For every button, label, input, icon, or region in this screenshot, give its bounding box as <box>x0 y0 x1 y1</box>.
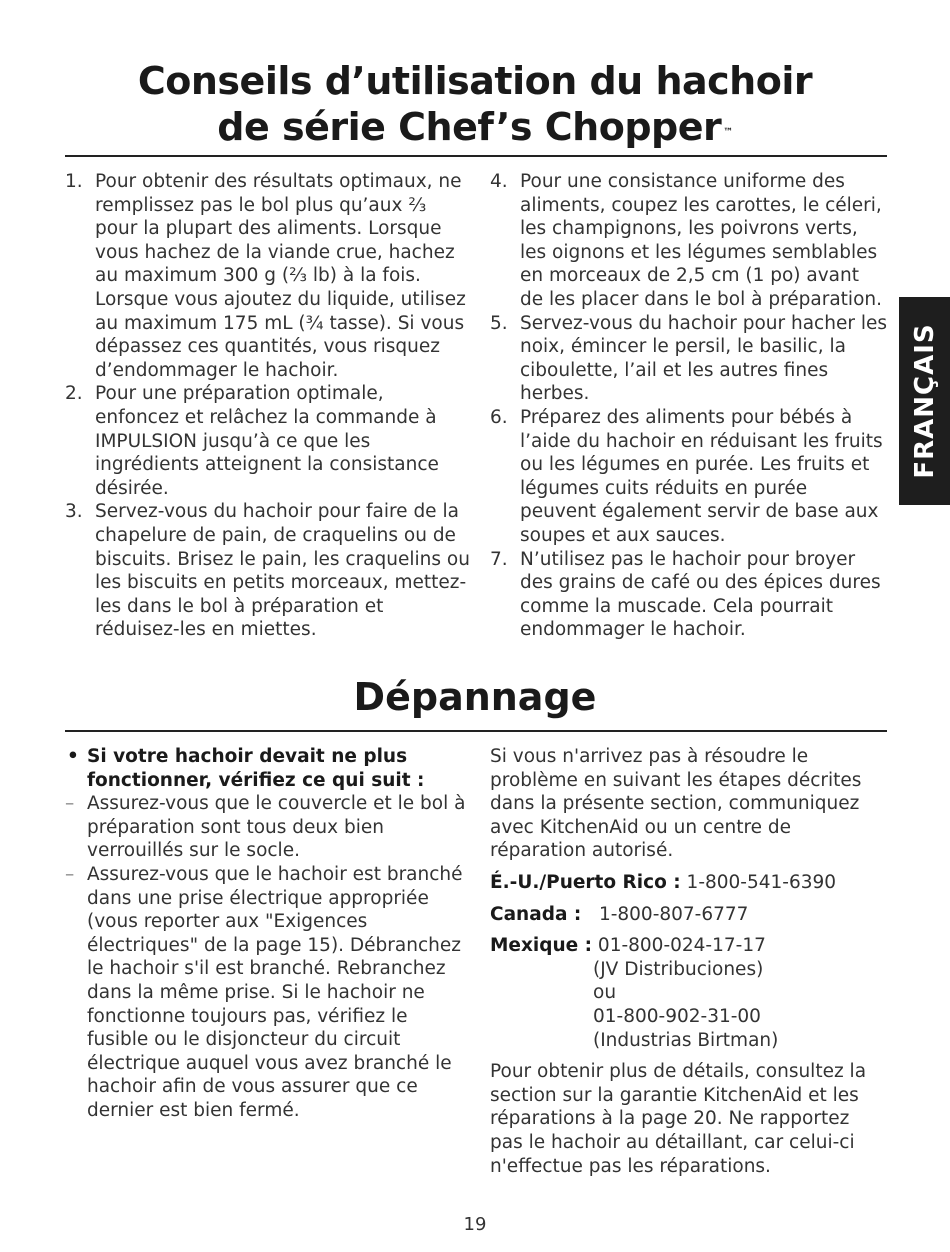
title-line-2-text: de série Chef’s Chopper <box>217 105 722 149</box>
troubleshooting-heading: Dépannage <box>353 675 597 719</box>
title-line-2 <box>0 104 950 150</box>
contact-intro: Si vous n'arrivez pas à résoudre le problème en suivant les étapes décrites dans la présente section, communiquez avec KitchenAid ou un centre de réparation autorisé. <box>490 746 862 862</box>
tip-text: N’utilisez pas le hachoir pour broyer des grains de café ou des épices dures comme la muscade. Cela pourrait endommager le hachoir. <box>520 548 881 641</box>
mexico-label: Mexique : <box>490 935 593 957</box>
mexico-phone-2: 01-800-902-31-00 <box>593 1005 761 1027</box>
check-item <box>65 863 470 1123</box>
tip-item <box>65 170 470 382</box>
tip-item <box>490 406 887 548</box>
tip-number: 6. <box>490 406 508 428</box>
tips-list-left <box>65 170 470 642</box>
dash-icon: – <box>65 863 75 885</box>
title-line-1: Conseils d’utilisation du hachoir <box>137 59 813 103</box>
check-heading-text: Si votre hachoir devait ne plus fonctionner, vérifiez ce qui suit : <box>87 746 425 791</box>
contact-mexico <box>490 934 887 958</box>
trademark-symbol: ™ <box>723 127 733 138</box>
troubleshooting-divider <box>65 730 887 732</box>
usa-phone: 1-800-541-6390 <box>686 871 837 893</box>
tip-item <box>490 548 887 642</box>
dash-icon: – <box>65 793 75 815</box>
tip-number: 2. <box>65 383 83 405</box>
page-title <box>0 58 950 150</box>
tips-column-right <box>490 170 887 642</box>
tip-item <box>65 382 470 500</box>
canada-label: Canada : <box>490 903 582 925</box>
language-tab-label: FRANÇAIS <box>909 323 940 479</box>
check-item-text: Assurez-vous que le couvercle et le bol à préparation sont tous deux bien verrouillés sur le socle. <box>87 793 466 862</box>
title-divider <box>65 155 887 157</box>
troubleshooting-right-column <box>490 745 887 1178</box>
check-heading <box>65 745 470 792</box>
tips-column-left <box>65 170 470 642</box>
bullet-icon: • <box>67 746 79 767</box>
tip-number: 1. <box>65 171 83 192</box>
tip-text: Pour obtenir des résultats optimaux, ne remplissez pas le bol plus qu’aux ⅔ pour la plupart des aliments. Lorsque vous hachez de la viande crue, hachez au maximum 300 g (⅔ lb) à la fois. Lorsque vous ajoutez du liquide, utilisez au maximum 175 mL (¾ tasse). Si vous dépassez ces quantités, vous risquez d’endommager le hachoir. <box>95 171 466 381</box>
tip-number: 5. <box>490 312 508 334</box>
mexico-name-1: (JV Distribuciones) <box>593 958 764 980</box>
tip-text: Servez-vous du hachoir pour hacher les noix, émincer le persil, le basilic, la ciboulette, l’ail et les autres fines herbes. <box>520 312 887 405</box>
contact-canada <box>490 903 887 927</box>
mexico-or: ou <box>593 982 617 1004</box>
tip-text: Pour une consistance uniforme des aliments, coupez les carottes, le céleri, les champignons, les poivrons verts, les oignons et les légumes semblables en morceaux de 2,5 cm (1 po) avant de les placer dans le bol à préparation. <box>520 171 882 310</box>
check-item-text: Assurez-vous que le hachoir est branché dans une prise électrique appropriée (vous reporter aux "Exigences électriques" de la page 15). Débranchez le hachoir s'il est branché. Rebranchez dans la même prise. Si le hachoir ne fonctionne toujours pas, vérifiez le fusible ou le disjoncteur du circuit électrique auquel vous avez branché le hachoir afin de vous assurer que ce dernier est bien fermé. <box>87 863 463 1121</box>
mexico-name-2: (Industrias Birtman) <box>593 1029 779 1051</box>
troubleshooting-left-column <box>65 745 470 1123</box>
mexico-phone-1: 01-800-024-17-17 <box>597 935 766 957</box>
check-item <box>65 792 470 863</box>
page-number: 19 <box>463 1214 487 1235</box>
usa-label: É.-U./Puerto Rico : <box>490 871 681 893</box>
tip-item <box>65 500 470 642</box>
tip-text: Préparez des aliments pour bébés à l’aide du hachoir en réduisant les fruits ou les légumes en purée. Les fruits et légumes cuits réduits en purée peuvent également servir de base aux soupes et aux sauces. <box>520 406 883 546</box>
tip-number: 3. <box>65 501 83 523</box>
tip-number: 4. <box>490 171 508 192</box>
tip-text: Servez-vous du hachoir pour faire de la chapelure de pain, de craquelins ou de biscuits. Brisez le pain, les craquelins ou les biscuits en petits morceaux, mettez-les dans le bol à préparation et réduisez-les en miettes. <box>95 501 470 641</box>
closing-text: Pour obtenir plus de détails, consultez la section sur la garantie KitchenAid et les réparations à la page 20. Ne rapportez pas le hachoir au détaillant, car celui-ci n'effectue pas les réparations. <box>490 1061 867 1177</box>
tip-number: 7. <box>490 548 508 570</box>
canada-phone: 1-800-807-6777 <box>598 903 749 925</box>
tip-item <box>490 170 887 312</box>
language-tab <box>899 297 950 505</box>
tip-item <box>490 312 887 406</box>
tips-list-right <box>490 170 887 642</box>
tip-text: Pour une préparation optimale, enfoncez et relâchez la commande à IMPULSION jusqu’à ce que les ingrédients atteignent la consistance désirée. <box>95 383 439 499</box>
contact-usa <box>490 871 887 895</box>
